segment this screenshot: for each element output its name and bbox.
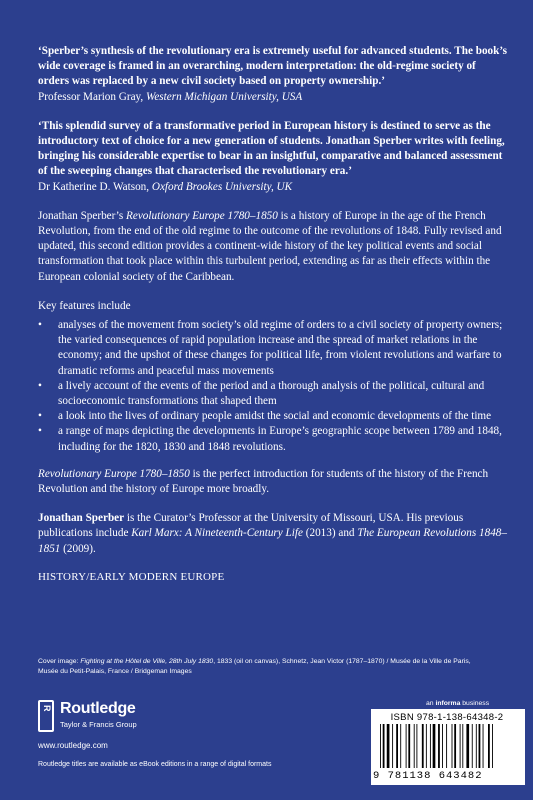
barcode-bar [426, 724, 427, 768]
reviewer-name: Professor Marion Gray, [38, 90, 147, 103]
barcode-bar [492, 724, 493, 768]
barcode-bar [472, 724, 473, 768]
barcode-bar [433, 724, 436, 768]
review-quote-1: ‘Sperber’s synthesis of the revolutionary era is extremely useful for advanced students. The book’s wide coverage is framed in an overarching, modern interpretation: the old-regime society of orders was replaced by a new civil society based on property ownership.’ [38, 45, 508, 88]
barcode-bar [416, 724, 417, 768]
feature-item: • a lively account of the events of the period and a thorough analysis of the political, cultural and socioeconomic transformations that shaped them [38, 379, 485, 408]
barcode-bar [462, 724, 463, 768]
ebook-note: Routledge titles are available as eBook editions in a range of digital formats [38, 761, 272, 768]
reviewer-affiliation: Western Michigan University, USA [146, 90, 303, 103]
barcode-bar [406, 724, 407, 768]
subject-category: HISTORY/EARLY MODERN EUROPE [38, 570, 225, 583]
barcode-bar [442, 724, 443, 768]
barcode-bar [466, 724, 469, 768]
bullet-icon: • [38, 425, 42, 438]
barcode-bar [387, 724, 390, 768]
barcode-bar [452, 724, 453, 768]
barcode-bar [479, 724, 481, 768]
barcode-bar [380, 724, 381, 768]
description-prefix: Jonathan Sperber’s [38, 209, 127, 222]
barcode-bar [396, 724, 398, 768]
closing-statement: Revolutionary Europe 1780–1850 is the perfect introduction for students of the history of the French Revolution and the history of Europe more broadly. [38, 467, 489, 496]
barcode-bar [392, 724, 393, 768]
publisher-url: www.routledge.com [38, 741, 108, 750]
barcode-bar [400, 724, 401, 768]
barcode-bar [408, 724, 410, 768]
barcode-bar [483, 724, 484, 768]
barcode-bar [476, 724, 477, 768]
author-bio: Jonathan Sperber is the Curator’s Professor at the University of Missouri, USA. His previous publications include Karl Marx: A Nineteenth-Century Life (2013) and The European Revolutions 1848–1851 (2009). [38, 512, 507, 555]
book-title: Revolutionary Europe 1780–1850 [38, 467, 190, 480]
isbn-label: ISBN 978-1-138-64348-2 [390, 712, 504, 723]
publisher-tagline: Taylor & Francis Group [60, 720, 137, 729]
reviewer-affiliation: Oxford Brookes University, UK [151, 180, 293, 193]
features-list [38, 318, 508, 455]
feature-item: • analyses of the movement from society’s old regime of orders to a civil society of property owners; the varied consequences of rapid population increase and the spread of market relations in the economy; and the upshot of these changes for political life, from violent revolutions and warfare to dramatic reforms and peaceful mass movements [38, 319, 503, 377]
reviewer-name: Dr Katherine D. Watson, [38, 180, 152, 193]
barcode-bar [430, 724, 431, 768]
publisher-logo [38, 700, 178, 740]
feature-item: • a range of maps depicting the developments in Europe’s geographic scope between 1789 and 1848, including for the 1820, 1830 and 1848 revolutions. [38, 425, 502, 453]
book-description [38, 209, 508, 285]
bullet-icon: • [38, 410, 42, 423]
cover-text [38, 44, 508, 599]
barcode-digits: 9 781138 643482 [373, 770, 483, 782]
routledge-mark-icon: R [38, 700, 54, 732]
barcode-bar [460, 724, 461, 768]
barcode-bar [438, 724, 440, 768]
barcode-bar [383, 724, 385, 768]
author-name: Jonathan Sperber [38, 512, 125, 525]
review-attribution-1 [38, 90, 508, 105]
bullet-icon: • [38, 379, 42, 392]
bullet-icon: • [38, 319, 42, 332]
barcode-bar [446, 724, 447, 768]
barcode-bar [414, 724, 415, 768]
review-quote-2: ‘This splendid survey of a transformative period in European history is destined to serve as the introductory text of choice for a new generation of students. Jonathan Sperber writes with feeling, bringing his considerable expertise to bear in an insightful, comparative and balanced assessment of the sweeping changes that characterised the revolutionary era.’ [38, 119, 505, 178]
review-attribution-2 [38, 180, 508, 195]
book-title: Revolutionary Europe 1780–1850 [126, 209, 278, 222]
informa-business-label: an informa business [426, 700, 490, 707]
barcode-bar [454, 724, 456, 768]
feature-item: • a look into the lives of ordinary people amidst the social and economic developments of the time [38, 409, 508, 424]
cover-image-credit: Cover image: Fighting at the Hôtel de Ville, 28th July 1830, 1833 (oil on canvas), Schnetz, Jean Victor (1787–1870) / Musée de la Ville de Paris, Musée du Petit-Palais, France / Bridgeman Images [38, 658, 471, 675]
description-text: is a history of Europe in the age of the French Revolution, from the end of the old regime to the outcome of the revolutions of 1848. Fully revised and updated, this second edition provides a continent-wide history of the key political events and social transformation that took place within this turbulent period, extending as far as their effects within the European colonial society of the Caribbean. [38, 209, 502, 283]
barcode-bar [488, 724, 490, 768]
barcode-bars [378, 724, 524, 768]
features-heading: Key features include [38, 299, 131, 312]
barcode-bar [422, 724, 424, 768]
publisher-name: Routledge [60, 700, 136, 717]
